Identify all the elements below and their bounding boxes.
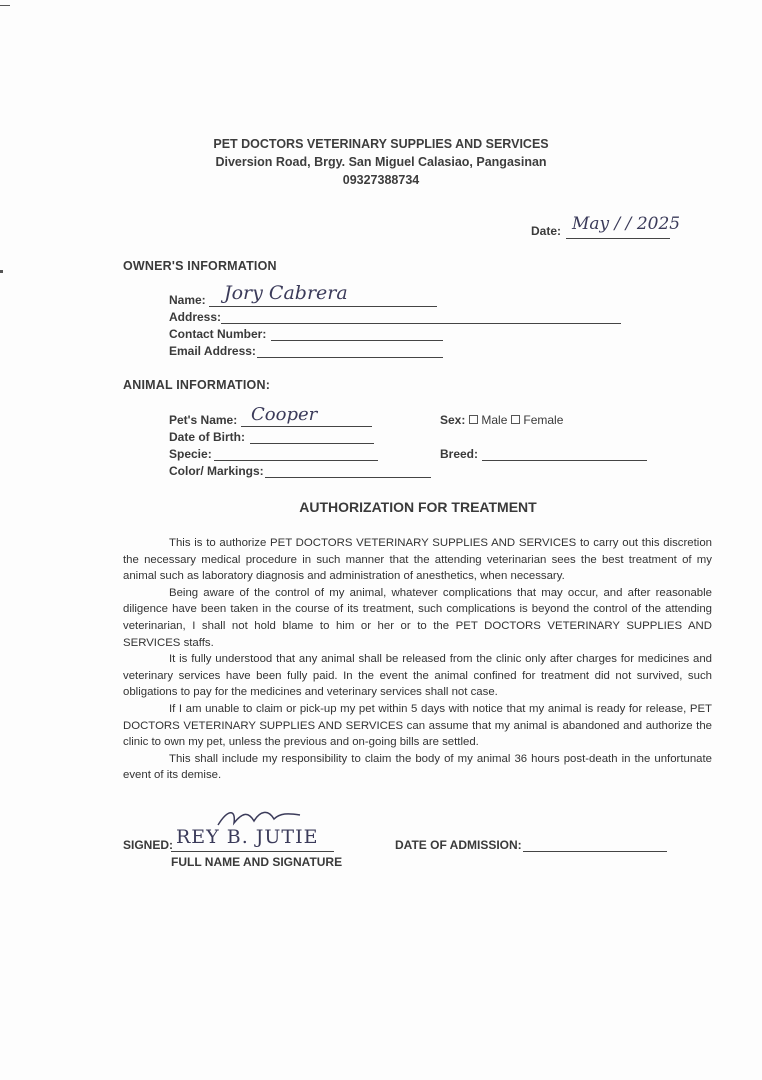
breed-label: Breed:: [440, 447, 479, 461]
admission-date-label: DATE OF ADMISSION:: [395, 838, 522, 852]
date-label: Date:: [531, 224, 562, 238]
specie-line[interactable]: [214, 460, 378, 461]
authorization-paragraph: It is fully understood that any animal shall be released from the clinic only after charges for medicines and veterinary services have been fully paid. In the event the animal confined for treatment did not survived, such obligations to pay for the medicines and veterinary services shall not case.: [123, 653, 712, 699]
owner-name-value: Jory Cabrera: [224, 282, 348, 304]
authorization-body: [123, 535, 712, 784]
dob-label: Date of Birth:: [169, 430, 245, 444]
female-option-label: Female: [523, 413, 564, 427]
signature-value: REY B. JUTIE: [176, 826, 319, 848]
authorization-paragraph: If I am unable to claim or pick-up my pet within 5 days with notice that my animal is ready for release, PET DOCTORS VETERINARY SUPPLIES AND SERVICES can assume that my animal is abandoned and authorize the clinic to own my pet, unless the previous and on-going bills are settled.: [123, 702, 712, 749]
sex-label: Sex:: [440, 413, 466, 427]
male-option-label: Male: [481, 413, 508, 427]
business-phone: 09327388734: [342, 173, 420, 187]
authorization-title: AUTHORIZATION FOR TREATMENT: [299, 499, 537, 515]
owner-section-title: OWNER'S INFORMATION: [123, 259, 277, 273]
pet-name-label: Pet's Name:: [169, 413, 238, 427]
breed-line[interactable]: [482, 460, 647, 461]
signature-caption: FULL NAME AND SIGNATURE: [171, 855, 343, 869]
owner-address-line[interactable]: [221, 323, 621, 324]
male-checkbox[interactable]: [469, 415, 478, 424]
owner-address-label: Address:: [169, 310, 222, 324]
sex-field: [440, 413, 563, 427]
admission-date-line[interactable]: [523, 851, 667, 852]
dob-line[interactable]: [250, 443, 374, 444]
signature-line[interactable]: [171, 851, 334, 852]
color-markings-label: Color/ Markings:: [169, 464, 264, 478]
scan-edge-mark: [0, 5, 10, 6]
owner-email-line[interactable]: [257, 357, 443, 358]
authorization-paragraph: Being aware of the control of my animal, whatever complications that may occur, and after reasonable diligence have been taken in the course of its treatment, such complications is beyond the control of the attending veterinarian, I shall not hold blame to him or her or to the PET DOCTORS VETERINARY SUPPLIES AND SERVICES staffs.: [123, 586, 712, 649]
business-address: Diversion Road, Brgy. San Miguel Calasiao, Pangasinan: [215, 155, 547, 169]
owner-email-label: Email Address:: [169, 344, 256, 358]
owner-name-label: Name:: [169, 293, 206, 307]
scan-edge-mark: [0, 270, 3, 273]
business-name: PET DOCTORS VETERINARY SUPPLIES AND SERVICES: [213, 137, 549, 151]
pet-name-line[interactable]: [241, 426, 372, 427]
owner-contact-label: Contact Number:: [169, 327, 267, 341]
date-line[interactable]: [566, 238, 670, 239]
owner-name-line[interactable]: [209, 306, 437, 307]
authorization-paragraph: This is to authorize PET DOCTORS VETERINARY SUPPLIES AND SERVICES to carry out this discretion the necessary medical procedure in such manner that the attending veterinarian sees the best treatment of my animal such as laboratory diagnosis and administration of anesthetics, when necessary.: [123, 537, 712, 583]
animal-section-title: ANIMAL INFORMATION:: [123, 378, 271, 392]
color-markings-line[interactable]: [265, 477, 431, 478]
date-value: May / / 2025: [572, 214, 681, 234]
specie-label: Specie:: [169, 447, 212, 461]
signed-label: SIGNED:: [123, 838, 174, 852]
authorization-paragraph: This shall include my responsibility to claim the body of my animal 36 hours post-death in the unfortunate event of its demise.: [123, 752, 712, 782]
signature-scribble: [214, 803, 304, 833]
pet-name-value: Cooper: [251, 404, 318, 425]
female-checkbox[interactable]: [511, 415, 520, 424]
owner-contact-line[interactable]: [271, 340, 443, 341]
